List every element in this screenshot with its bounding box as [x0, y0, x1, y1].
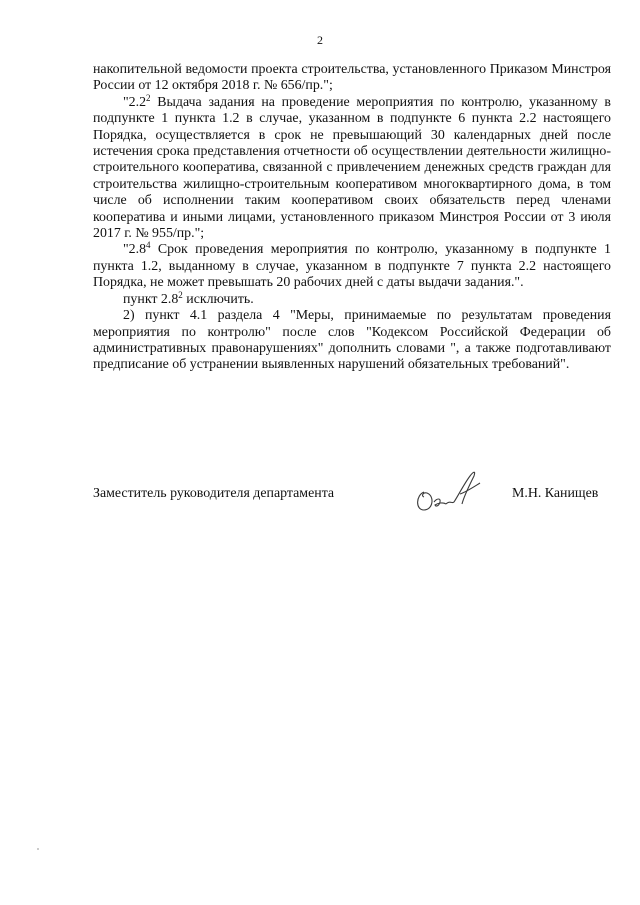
paragraph-clause-2-8-4 [93, 242, 611, 291]
paragraph-text: 2) пункт 4.1 раздела 4 "Меры, принимаемые по результатам проведения мероприятия по контролю" после слов "Кодексом Российской Федерации об административных правонарушениях" дополнить словами ", а также подготавливают предписание об устранении выявленных нарушений обязательных требований". [93, 308, 611, 373]
paragraph-continuation [93, 62, 611, 95]
scan-speck [37, 848, 39, 850]
clause-number: пункт 2.8 [123, 291, 179, 307]
paragraph-clause-2-2-2 [93, 92, 611, 243]
clause-superscript: 4 [146, 240, 151, 251]
paragraph-exclude [93, 289, 611, 308]
clause-number: "2.2 [123, 94, 147, 110]
paragraph-item-2 [93, 308, 611, 374]
paragraph-text: исключить. [182, 291, 254, 307]
handwritten-signature [410, 462, 500, 522]
page-number: 2 [317, 33, 323, 47]
signatory-name: М.Н. Канищев [512, 486, 599, 501]
paragraph-text: накопительной ведомости проекта строительства, установленного Приказом Минстроя России от 12 октября 2018 г. № 656/пр."; [93, 62, 611, 94]
clause-number: "2.8 [123, 242, 147, 258]
paragraph-text: Срок проведения мероприятия по контролю, указанному в подпункте 1 пункта 1.2, выданному в случае, указанном в подпункте 7 пункта 2.2 настоящего Порядка, не может превышать 20 рабочих дней с даты выдачи задания.". [93, 242, 611, 291]
paragraph-text: Выдача задания на проведение мероприятия по контролю, указанному в подпункте 1 пункта 1.2 в случае, указанном в подпункте 6 пункта 2.2 настоящего Порядка, осуществляется в срок не превышающий 30 календарных дней после истечения срока представления отчетности об осуществлении деятельности жилищно-строительного кооператива, связанной с привлечением денежных средств граждан для строительства жилищно-строительным кооперативом многоквартирного дома, в том числе об исполнении таким кооперативом своих обязательств перед членами кооператива и иными лицами, установленного приказом Минстроя России от 3 июля 2017 г. № 955/пр."; [93, 94, 611, 242]
document-body [93, 62, 611, 374]
signatory-title: Заместитель руководителя департамента [93, 486, 335, 501]
clause-superscript: 2 [146, 92, 151, 103]
clause-superscript: 2 [178, 289, 183, 300]
